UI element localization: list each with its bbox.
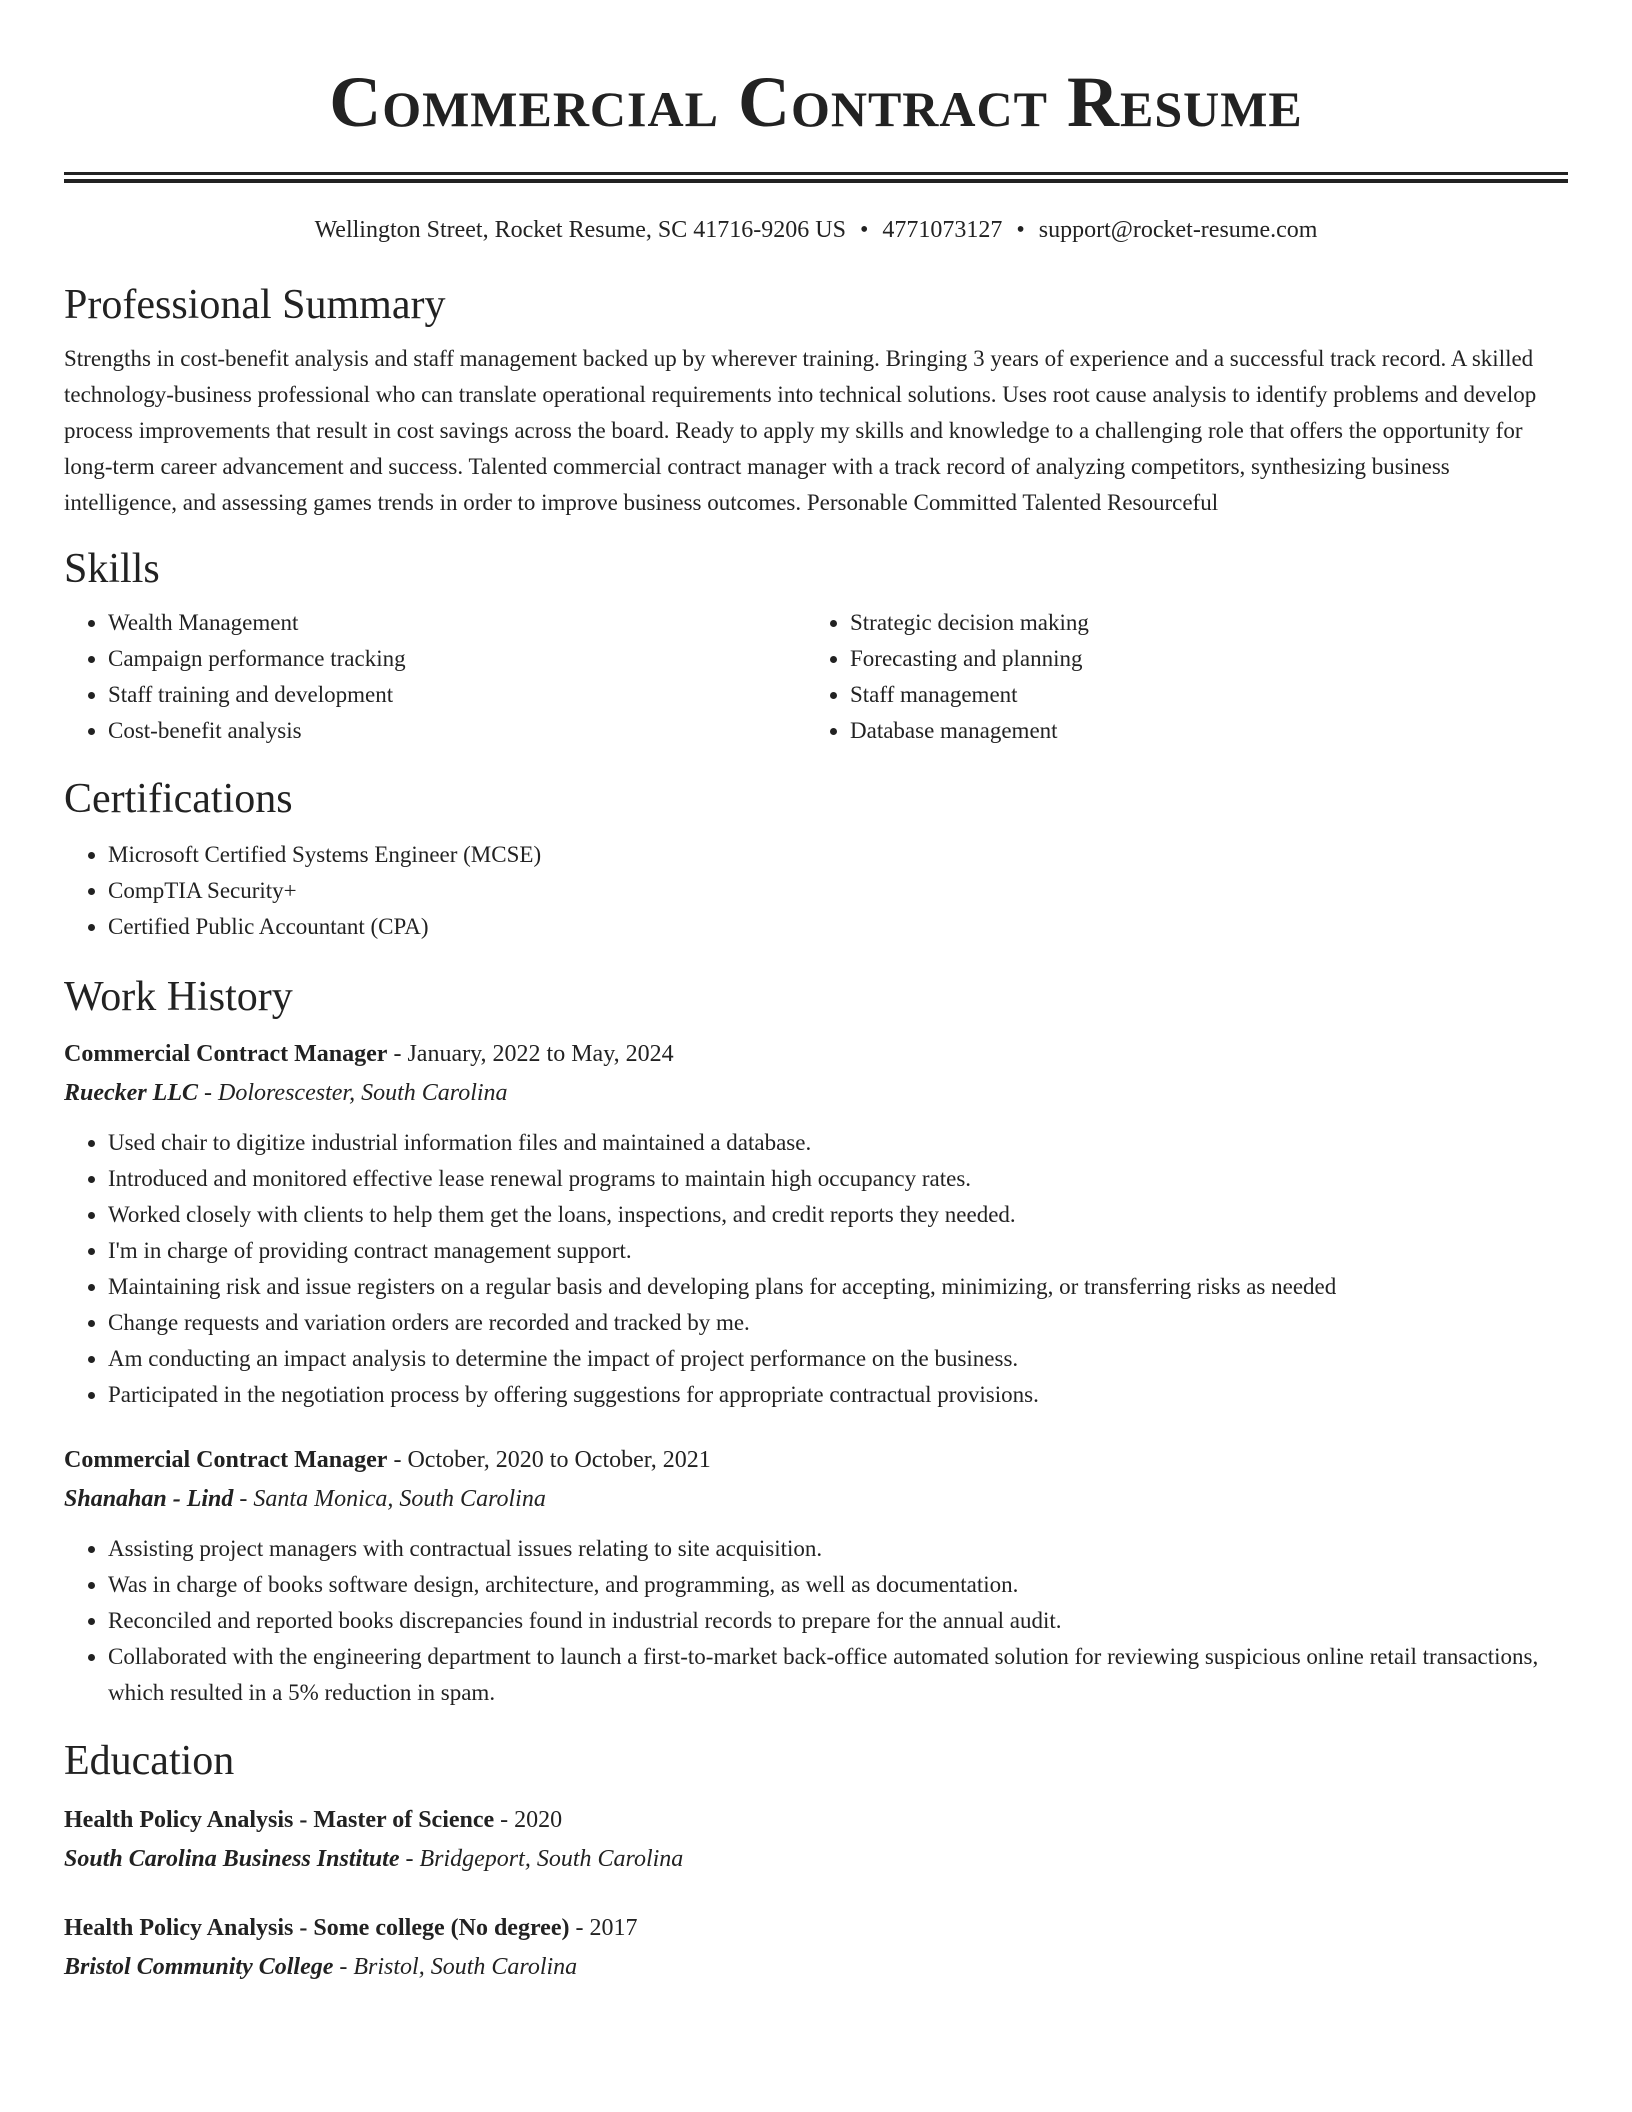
certification-item: • Certified Public Accountant (CPA) [108, 909, 1568, 945]
page-title: Commercial Contract Resume [329, 62, 1303, 142]
education-header: Health Policy Analysis - Some college (No degree) - 2017 [64, 1915, 638, 1941]
skills-list-right [806, 605, 1548, 749]
job-location: Santa Monica, South Carolina [253, 1486, 546, 1512]
education-school: Bristol Community College [64, 1954, 334, 1980]
job-duty: • I'm in charge of providing contract management support. [108, 1233, 1568, 1269]
job-duty: • Reconciled and reported books discrepancies found in industrial records to prepare for the annual audit. [108, 1603, 1568, 1639]
skill-item: • Wealth Management [108, 605, 806, 641]
contact-address: Wellington Street, Rocket Resume, SC 41716-9206 US [314, 217, 846, 243]
skills-grid [64, 605, 1568, 749]
skill-item: • Cost-benefit analysis [108, 713, 806, 749]
education-degree: Health Policy Analysis - Master of Science [64, 1807, 495, 1833]
certifications-section [64, 771, 1568, 945]
skills-column-right [806, 605, 1548, 749]
summary-section [64, 277, 1568, 521]
education-school-line: Bristol Community College - Bristol, South Carolina [64, 1954, 578, 1980]
job-duty: • Introduced and monitored effective lease renewal programs to maintain high occupancy rates. [108, 1161, 1568, 1197]
work-history-section [64, 969, 1568, 1711]
education-entry [64, 1909, 1568, 1987]
skill-item: • Database management [850, 713, 1548, 749]
education-section [64, 1733, 1568, 1987]
education-school: South Carolina Business Institute [64, 1846, 400, 1872]
education-school-line: South Carolina Business Institute - Bridgeport, South Carolina [64, 1846, 684, 1872]
work-history-heading: Work History [64, 974, 293, 1020]
education-heading: Education [64, 1738, 235, 1784]
skill-item: • Staff training and development [108, 677, 806, 713]
certifications-list [64, 837, 1568, 945]
job-entry [64, 1441, 1568, 1711]
title-divider [64, 172, 1568, 183]
job-duties-list [64, 1125, 1568, 1413]
job-title: Commercial Contract Manager [64, 1041, 388, 1067]
contact-separator: • [859, 217, 869, 243]
certifications-heading: Certifications [64, 776, 293, 822]
skills-section [64, 541, 1568, 749]
skills-heading: Skills [64, 546, 160, 592]
job-company: Ruecker LLC [64, 1080, 198, 1106]
skills-list-left [64, 605, 806, 749]
education-year: 2020 [514, 1807, 563, 1833]
skills-column-left [64, 605, 806, 749]
contact-line [64, 213, 1568, 247]
job-employer: Shanahan - Lind - Santa Monica, South Carolina [64, 1486, 546, 1512]
job-title: Commercial Contract Manager [64, 1447, 388, 1473]
skill-item: • Staff management [850, 677, 1548, 713]
certification-item: • Microsoft Certified Systems Engineer (MCSE) [108, 837, 1568, 873]
education-degree: Health Policy Analysis - Some college (No degree) [64, 1915, 570, 1941]
job-duty: • Was in charge of books software design, architecture, and programming, as well as documentation. [108, 1567, 1568, 1603]
skill-item: • Forecasting and planning [850, 641, 1548, 677]
job-entry [64, 1035, 1568, 1413]
education-header: Health Policy Analysis - Master of Science - 2020 [64, 1807, 563, 1833]
job-duties-list [64, 1531, 1568, 1711]
job-dates: January, 2022 to May, 2024 [407, 1041, 674, 1067]
certification-item: • CompTIA Security+ [108, 873, 1568, 909]
job-duty: • Am conducting an impact analysis to determine the impact of project performance on the business. [108, 1341, 1568, 1377]
contact-email: support@rocket-resume.com [1038, 217, 1318, 243]
education-location: Bridgeport, South Carolina [419, 1846, 684, 1872]
skill-item: • Campaign performance tracking [108, 641, 806, 677]
job-duty: • Used chair to digitize industrial information files and maintained a database. [108, 1125, 1568, 1161]
contact-separator: • [1016, 217, 1025, 243]
education-entry [64, 1801, 1568, 1879]
education-location: Bristol, South Carolina [353, 1954, 578, 1980]
job-duty: • Worked closely with clients to help them get the loans, inspections, and credit reports they needed. [108, 1197, 1568, 1233]
job-duty: • Change requests and variation orders are recorded and tracked by me. [108, 1305, 1568, 1341]
job-header: Commercial Contract Manager - January, 2022 to May, 2024 [64, 1041, 674, 1067]
job-duty: • Maintaining risk and issue registers on a regular basis and developing plans for accepting, minimizing, or transferring risks as needed [108, 1269, 1568, 1305]
job-duty: • Participated in the negotiation process by offering suggestions for appropriate contractual provisions. [108, 1377, 1568, 1413]
job-location: Dolorescester, South Carolina [217, 1080, 508, 1106]
skill-item: • Strategic decision making [850, 605, 1548, 641]
job-header: Commercial Contract Manager - October, 2020 to October, 2021 [64, 1447, 711, 1473]
job-company: Shanahan - Lind [64, 1486, 234, 1512]
summary-heading: Professional Summary [64, 282, 446, 328]
education-year: 2017 [589, 1915, 638, 1941]
summary-text: Strengths in cost-benefit analysis and staff management backed up by wherever training. Bringing 3 years of experience and a successful track record. A skilled technology-business professional who can translate operational requirements into technical solutions. Uses root cause analysis to identify problems and develop process improvements that result in cost savings across the board. Ready to apply my skills and knowledge to a challenging role that offers the opportunity for long-term career advancement and success. Talented commercial contract manager with a track record of analyzing competitors, synthesizing business intelligence, and assessing games trends in order to improve business outcomes. Personable Committed Talented Resourceful [64, 346, 1537, 515]
job-employer: Ruecker LLC - Dolorescester, South Carolina [64, 1080, 508, 1106]
job-duty: • Collaborated with the engineering department to launch a first-to-market back-office automated solution for reviewing suspicious online retail transactions, which resulted in a 5% reduction in spam. [108, 1639, 1568, 1711]
job-dates: October, 2020 to October, 2021 [407, 1447, 711, 1473]
job-duty: • Assisting project managers with contractual issues relating to site acquisition. [108, 1531, 1568, 1567]
contact-phone: 4771073127 [882, 217, 1003, 243]
